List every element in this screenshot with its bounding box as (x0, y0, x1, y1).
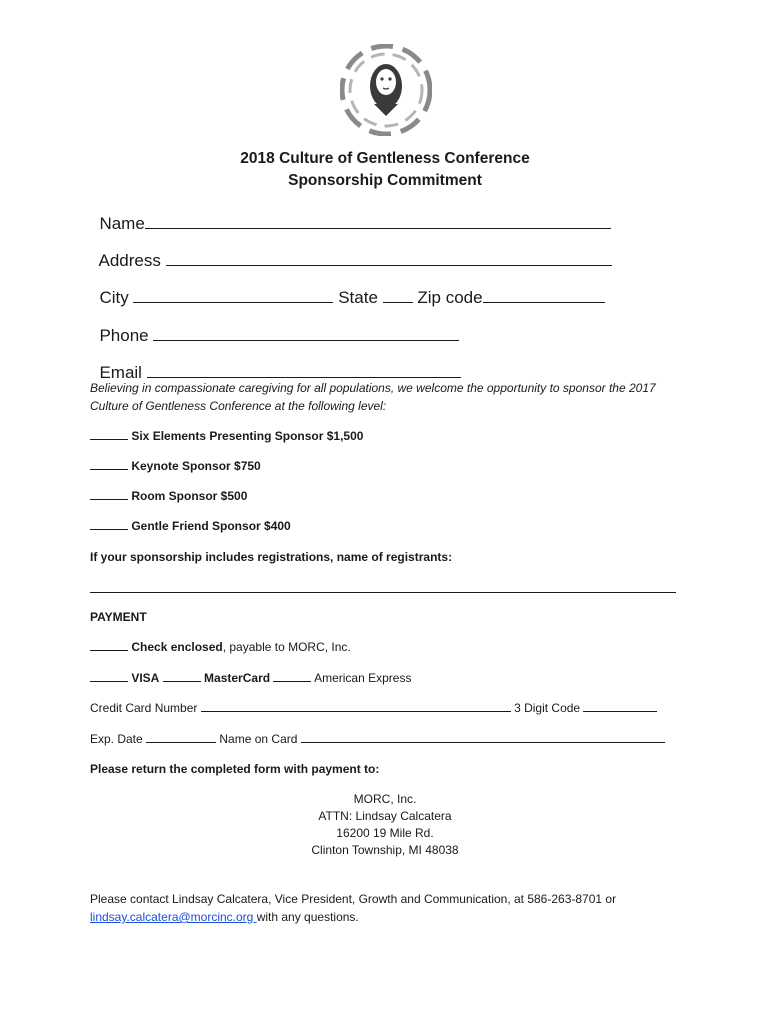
contact-email-link[interactable]: lindsay.calcatera@morcinc.org (90, 910, 257, 924)
card-number-label: Credit Card Number (90, 701, 198, 715)
city-line[interactable] (133, 288, 333, 303)
name-field[interactable] (90, 194, 611, 234)
address-field[interactable] (90, 231, 612, 271)
exp-name-row (90, 732, 665, 746)
check-option[interactable] (90, 640, 351, 654)
name-line[interactable] (145, 214, 611, 229)
card-number-line[interactable] (201, 701, 511, 712)
visa-label: VISA (131, 671, 160, 685)
amex-label: American Express (314, 671, 412, 685)
return-address (0, 791, 770, 859)
return-attn: ATTN: Lindsay Calcatera (318, 809, 452, 823)
level-blank[interactable] (90, 489, 128, 500)
name-label: Name (99, 214, 145, 233)
city-state-zip-row (90, 268, 605, 308)
zip-line[interactable] (483, 288, 605, 303)
payment-heading: PAYMENT (90, 610, 147, 624)
level-blank[interactable] (90, 429, 128, 440)
card-type-row (90, 671, 411, 685)
gentleness-face-logo-icon (340, 44, 432, 136)
level-option[interactable] (90, 429, 363, 443)
exp-date-line[interactable] (146, 732, 216, 743)
level-label: Keynote Sponsor $750 (131, 459, 261, 473)
intro-paragraph: Believing in compassionate caregiving for all populations, we welcome the opportunity to sponsor the 2017 Culture of Gentleness Conference at the following level: (90, 381, 656, 413)
return-heading: Please return the completed form with payment to: (90, 762, 380, 776)
amex-blank[interactable] (273, 671, 311, 682)
city-label: City (99, 288, 129, 307)
level-option[interactable] (90, 489, 247, 503)
mastercard-blank[interactable] (163, 671, 201, 682)
phone-line[interactable] (153, 326, 459, 341)
phone-label: Phone (99, 326, 149, 345)
return-org: MORC, Inc. (353, 792, 417, 806)
registrants-label: If your sponsorship includes registrations, name of registrants: (90, 550, 453, 564)
registrants-line[interactable] (90, 592, 676, 593)
zip-label: Zip code (417, 288, 483, 307)
mastercard-label: MasterCard (204, 671, 271, 685)
address-label: Address (98, 251, 161, 270)
check-payable-text: , payable to MORC, Inc. (222, 640, 351, 654)
check-label: Check enclosed (131, 640, 223, 654)
contact-closing-text: with any questions. (256, 910, 359, 924)
level-label: Six Elements Presenting Sponsor $1,500 (131, 429, 364, 443)
return-city: Clinton Township, MI 48038 (311, 843, 459, 857)
email-label: Email (99, 363, 142, 382)
contact-paragraph (90, 890, 616, 926)
exp-date-label: Exp. Date (90, 732, 143, 746)
phone-field[interactable] (90, 306, 459, 346)
name-on-card-label: Name on Card (219, 732, 298, 746)
email-field[interactable] (90, 343, 461, 383)
state-line[interactable] (383, 288, 413, 303)
visa-blank[interactable] (90, 671, 128, 682)
cvv-label: 3 Digit Code (514, 701, 581, 715)
form-title: 2018 Culture of Gentleness Conference (240, 150, 530, 167)
name-on-card-line[interactable] (301, 732, 665, 743)
state-label: State (338, 288, 378, 307)
form-subtitle: Sponsorship Commitment (288, 172, 482, 189)
level-option[interactable] (90, 459, 261, 473)
check-blank[interactable] (90, 640, 128, 651)
level-blank[interactable] (90, 519, 128, 530)
return-street: 16200 19 Mile Rd. (336, 826, 434, 840)
address-line[interactable] (166, 251, 612, 266)
email-line[interactable] (147, 363, 461, 378)
level-blank[interactable] (90, 459, 128, 470)
level-label: Room Sponsor $500 (131, 489, 248, 503)
level-option[interactable] (90, 519, 291, 533)
card-number-row (90, 701, 657, 715)
level-label: Gentle Friend Sponsor $400 (131, 519, 291, 533)
cvv-line[interactable] (583, 701, 657, 712)
contact-text: Please contact Lindsay Calcatera, Vice President, Growth and Communication, at 586-263-8701 or (90, 892, 617, 906)
